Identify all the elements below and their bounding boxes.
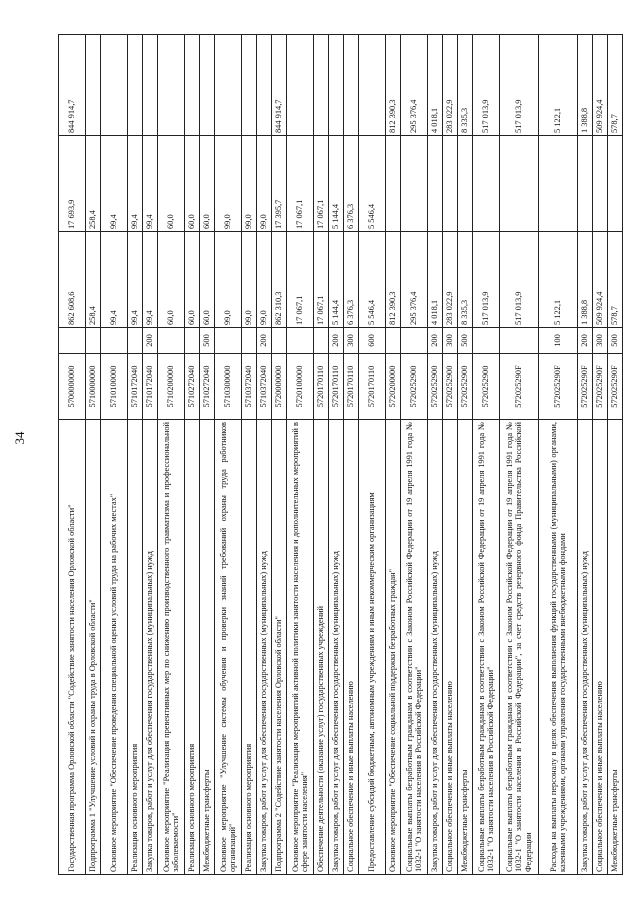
cell-v1: 99,4 <box>143 232 158 328</box>
cell-v2 <box>473 136 500 232</box>
cell-v3: 509 924,4 <box>593 35 608 136</box>
cell-v2: 17 395,7 <box>272 136 287 232</box>
cell-name: Социальные выплаты безработным гражданам в соответствии с Законом Российской Федерации от 19 апреля 1991 года № 1032-1 "О занятости населения в Российской Федерации", за счет средств резервного фонда Правительства Российской Федерации <box>500 420 539 875</box>
cell-v1: 812 390,3 <box>386 232 401 328</box>
cell-code: 572025290F <box>593 354 608 420</box>
cell-code: 572025290F <box>578 354 593 420</box>
budget-table <box>58 34 623 875</box>
cell-v1: 517 013,9 <box>500 232 539 328</box>
table-row <box>428 35 443 875</box>
cell-v2: 17 693,9 <box>59 136 86 232</box>
table-row <box>344 35 359 875</box>
cell-name: Межбюджетные трансферты <box>458 420 473 875</box>
cell-vr <box>185 328 200 354</box>
cell-v2: 17 067,1 <box>314 136 329 232</box>
cell-v2: 99,0 <box>242 136 257 232</box>
cell-v1: 60,0 <box>200 232 215 328</box>
table-row <box>401 35 428 875</box>
cell-v2 <box>443 136 458 232</box>
cell-vr: 600 <box>359 328 386 354</box>
cell-v3: 5 122,1 <box>539 35 578 136</box>
cell-v1: 509 924,4 <box>593 232 608 328</box>
cell-code: 5720252900 <box>473 354 500 420</box>
cell-vr <box>272 328 287 354</box>
table-row <box>593 35 608 875</box>
cell-v2 <box>539 136 578 232</box>
cell-vr <box>287 328 314 354</box>
cell-code: 5710100000 <box>101 354 128 420</box>
cell-code: 5710172040 <box>128 354 143 420</box>
cell-name: Реализация основного мероприятия <box>185 420 200 875</box>
cell-v2: 5 546,4 <box>359 136 386 232</box>
table-row <box>473 35 500 875</box>
cell-vr <box>500 328 539 354</box>
cell-name: Реализация основного мероприятия <box>242 420 257 875</box>
cell-code: 5720170110 <box>344 354 359 420</box>
cell-name: Расходы на выплаты персоналу в целях обеспечения выполнения функций государственными (муниципальными) органами, казенными учреждениями, органами управления государственными внебюджетными фондами <box>539 420 578 875</box>
cell-code: 5710272040 <box>185 354 200 420</box>
cell-name: Подпрограмма 1 "Улучшение условий и охраны труда в Орловской области" <box>86 420 101 875</box>
cell-v2 <box>386 136 401 232</box>
cell-v2 <box>401 136 428 232</box>
budget-table-body <box>59 35 623 875</box>
cell-vr <box>473 328 500 354</box>
cell-vr <box>314 328 329 354</box>
cell-v3 <box>200 35 215 136</box>
cell-v3: 283 022,9 <box>443 35 458 136</box>
cell-v1: 5 144,4 <box>329 232 344 328</box>
cell-code: 572025290F <box>608 354 623 420</box>
cell-v3 <box>158 35 185 136</box>
cell-v1: 295 376,4 <box>401 232 428 328</box>
cell-code: 5720252900 <box>458 354 473 420</box>
cell-vr <box>215 328 242 354</box>
cell-name: Закупка товаров, работ и услуг для обеспечения государственных (муниципальных) нужд <box>329 420 344 875</box>
cell-vr: 500 <box>458 328 473 354</box>
cell-v1: 6 376,3 <box>344 232 359 328</box>
table-row <box>257 35 272 875</box>
cell-v1: 258,4 <box>86 232 101 328</box>
cell-vr: 200 <box>257 328 272 354</box>
table-row <box>539 35 578 875</box>
cell-v3 <box>128 35 143 136</box>
cell-vr <box>401 328 428 354</box>
cell-v3 <box>314 35 329 136</box>
cell-v1: 8 335,3 <box>458 232 473 328</box>
cell-v1: 5 546,4 <box>359 232 386 328</box>
cell-v2 <box>593 136 608 232</box>
cell-v1: 5 122,1 <box>539 232 578 328</box>
cell-name: Закупка товаров, работ и услуг для обеспечения государственных (муниципальных) нужд <box>143 420 158 875</box>
cell-code: 5720252900 <box>401 354 428 420</box>
cell-vr <box>59 328 86 354</box>
cell-name: Основное мероприятие "Улучшение системы обучения и проверки знаний требований охраны труда работников организаций" <box>215 420 242 875</box>
cell-name: Закупка товаров, работ и услуг для обеспечения государственных (муниципальных) нужд <box>428 420 443 875</box>
cell-vr <box>158 328 185 354</box>
cell-vr: 200 <box>329 328 344 354</box>
table-row <box>608 35 623 875</box>
cell-code: 5720100000 <box>287 354 314 420</box>
cell-code: 5720252900 <box>443 354 458 420</box>
table-row <box>314 35 329 875</box>
cell-name: Подпрограмма 2 "Содействие занятости населения Орловской области" <box>272 420 287 875</box>
table-row <box>128 35 143 875</box>
cell-v2 <box>458 136 473 232</box>
cell-vr: 300 <box>443 328 458 354</box>
cell-v1: 99,0 <box>242 232 257 328</box>
table-row <box>101 35 128 875</box>
table-row <box>359 35 386 875</box>
table-row <box>578 35 593 875</box>
table-row <box>185 35 200 875</box>
table-row <box>443 35 458 875</box>
cell-code: 5710000000 <box>86 354 101 420</box>
cell-v2: 60,0 <box>185 136 200 232</box>
cell-code: 572025290F <box>500 354 539 420</box>
cell-v3 <box>242 35 257 136</box>
table-row <box>158 35 185 875</box>
table-row <box>287 35 314 875</box>
cell-v2: 99,4 <box>143 136 158 232</box>
table-row <box>143 35 158 875</box>
cell-name: Закупка товаров, работ и услуг для обеспечения государственных (муниципальных) нужд <box>257 420 272 875</box>
cell-v1: 17 067,1 <box>314 232 329 328</box>
table-row <box>329 35 344 875</box>
cell-v1: 578,7 <box>608 232 623 328</box>
cell-v3 <box>143 35 158 136</box>
cell-v1: 99,0 <box>257 232 272 328</box>
cell-code: 5720000000 <box>272 354 287 420</box>
budget-table-container <box>58 35 620 875</box>
cell-vr: 300 <box>593 328 608 354</box>
cell-vr <box>386 328 401 354</box>
cell-v3 <box>287 35 314 136</box>
cell-name: Социальное обеспечение и иные выплаты населению <box>344 420 359 875</box>
cell-name: Предоставление субсидий бюджетным, автономным учреждениям и иным некоммерческим организациям <box>359 420 386 875</box>
cell-v3: 578,7 <box>608 35 623 136</box>
cell-v1: 1 388,8 <box>578 232 593 328</box>
cell-name: Межбюджетные трансферты <box>608 420 623 875</box>
cell-v3: 844 914,7 <box>59 35 86 136</box>
cell-v2: 99,0 <box>215 136 242 232</box>
cell-vr: 200 <box>428 328 443 354</box>
table-row <box>458 35 473 875</box>
budget-table-rotated <box>58 35 620 875</box>
cell-name: Государственная программа Орловской области "Содействие занятости населения Орловской области" <box>59 420 86 875</box>
cell-v2 <box>608 136 623 232</box>
table-row <box>272 35 287 875</box>
cell-code: 5720170110 <box>359 354 386 420</box>
cell-v2: 5 144,4 <box>329 136 344 232</box>
cell-name: Реализация основного мероприятия <box>128 420 143 875</box>
cell-code: 5710200000 <box>158 354 185 420</box>
cell-vr <box>101 328 128 354</box>
cell-v2: 99,4 <box>101 136 128 232</box>
cell-vr <box>242 328 257 354</box>
cell-v1: 283 022,9 <box>443 232 458 328</box>
cell-v2 <box>428 136 443 232</box>
cell-v2: 99,4 <box>128 136 143 232</box>
cell-v1: 99,4 <box>101 232 128 328</box>
cell-name: Социальные выплаты безработным гражданам в соответствии с Законом Российской Федерации от 19 апреля 1991 года № 1032-1 "О занятости населения в Российской Федерации" <box>401 420 428 875</box>
cell-v3: 517 013,9 <box>473 35 500 136</box>
table-row <box>242 35 257 875</box>
cell-code: 5710300000 <box>215 354 242 420</box>
cell-v1: 17 067,1 <box>287 232 314 328</box>
cell-vr: 500 <box>200 328 215 354</box>
cell-v1: 4 018,1 <box>428 232 443 328</box>
cell-code: 5720170110 <box>314 354 329 420</box>
cell-name: Основное мероприятие "Обеспечение проведения специальной оценки условий труда на рабочих местах" <box>101 420 128 875</box>
cell-v3 <box>185 35 200 136</box>
cell-name: Основное мероприятие "Реализация мероприятий активной политики занятости населения и дополнительных мероприятий в сфере занятости населения" <box>287 420 314 875</box>
cell-v3 <box>86 35 101 136</box>
cell-v1: 517 013,9 <box>473 232 500 328</box>
cell-v3: 4 018,1 <box>428 35 443 136</box>
cell-v1: 99,4 <box>128 232 143 328</box>
cell-v1: 862 608,6 <box>59 232 86 328</box>
table-row <box>200 35 215 875</box>
cell-v2 <box>578 136 593 232</box>
cell-v2: 60,0 <box>200 136 215 232</box>
cell-vr: 300 <box>344 328 359 354</box>
cell-v3: 1 388,8 <box>578 35 593 136</box>
cell-v2: 258,4 <box>86 136 101 232</box>
table-row <box>500 35 539 875</box>
cell-name: Закупка товаров, работ и услуг для обеспечения государственных (муниципальных) нужд <box>578 420 593 875</box>
table-row <box>59 35 86 875</box>
cell-v1: 99,0 <box>215 232 242 328</box>
table-row <box>86 35 101 875</box>
cell-code: 5710372040 <box>257 354 272 420</box>
cell-code: 572025290F <box>539 354 578 420</box>
table-row <box>386 35 401 875</box>
cell-v3 <box>215 35 242 136</box>
cell-v3: 517 013,9 <box>500 35 539 136</box>
cell-vr <box>128 328 143 354</box>
cell-code: 5700000000 <box>59 354 86 420</box>
cell-v3: 812 390,3 <box>386 35 401 136</box>
cell-v3: 844 914,7 <box>272 35 287 136</box>
cell-vr: 500 <box>608 328 623 354</box>
cell-vr <box>86 328 101 354</box>
cell-code: 5720252900 <box>428 354 443 420</box>
cell-v2 <box>500 136 539 232</box>
cell-code: 5710272040 <box>200 354 215 420</box>
cell-v3 <box>329 35 344 136</box>
cell-v1: 60,0 <box>158 232 185 328</box>
cell-code: 5720200000 <box>386 354 401 420</box>
cell-v3: 295 376,4 <box>401 35 428 136</box>
cell-v2: 17 067,1 <box>287 136 314 232</box>
page-number: 34 <box>12 431 27 445</box>
cell-name: Основное мероприятие "Обеспечение социальной поддержки безработных граждан" <box>386 420 401 875</box>
cell-v2: 60,0 <box>158 136 185 232</box>
cell-code: 5720170110 <box>329 354 344 420</box>
cell-v1: 862 310,3 <box>272 232 287 328</box>
cell-name: Межбюджетные трансферты <box>200 420 215 875</box>
cell-vr: 200 <box>578 328 593 354</box>
cell-v3 <box>101 35 128 136</box>
cell-v3 <box>359 35 386 136</box>
cell-v2: 6 376,3 <box>344 136 359 232</box>
cell-name: Основное мероприятие "Реализация превентивных мер по снижению производственного травматизма и профессиональной заболеваемости" <box>158 420 185 875</box>
cell-name: Социальное обеспечение и иные выплаты населению <box>593 420 608 875</box>
cell-vr: 100 <box>539 328 578 354</box>
cell-name: Социальные выплаты безработным гражданам в соответствии с Законом Российской Федерации от 19 апреля 1991 года № 1032-1 "О занятости населения в Российской Федерации" <box>473 420 500 875</box>
cell-name: Социальное обеспечение и иные выплаты населению <box>443 420 458 875</box>
table-row <box>215 35 242 875</box>
cell-v3 <box>344 35 359 136</box>
cell-v3: 8 335,3 <box>458 35 473 136</box>
cell-vr: 200 <box>143 328 158 354</box>
cell-v2: 99,0 <box>257 136 272 232</box>
cell-name: Обеспечение деятельности (оказание услуг) государственных учреждений <box>314 420 329 875</box>
cell-v3 <box>257 35 272 136</box>
cell-v1: 60,0 <box>185 232 200 328</box>
cell-code: 5710172040 <box>143 354 158 420</box>
cell-code: 5710372040 <box>242 354 257 420</box>
